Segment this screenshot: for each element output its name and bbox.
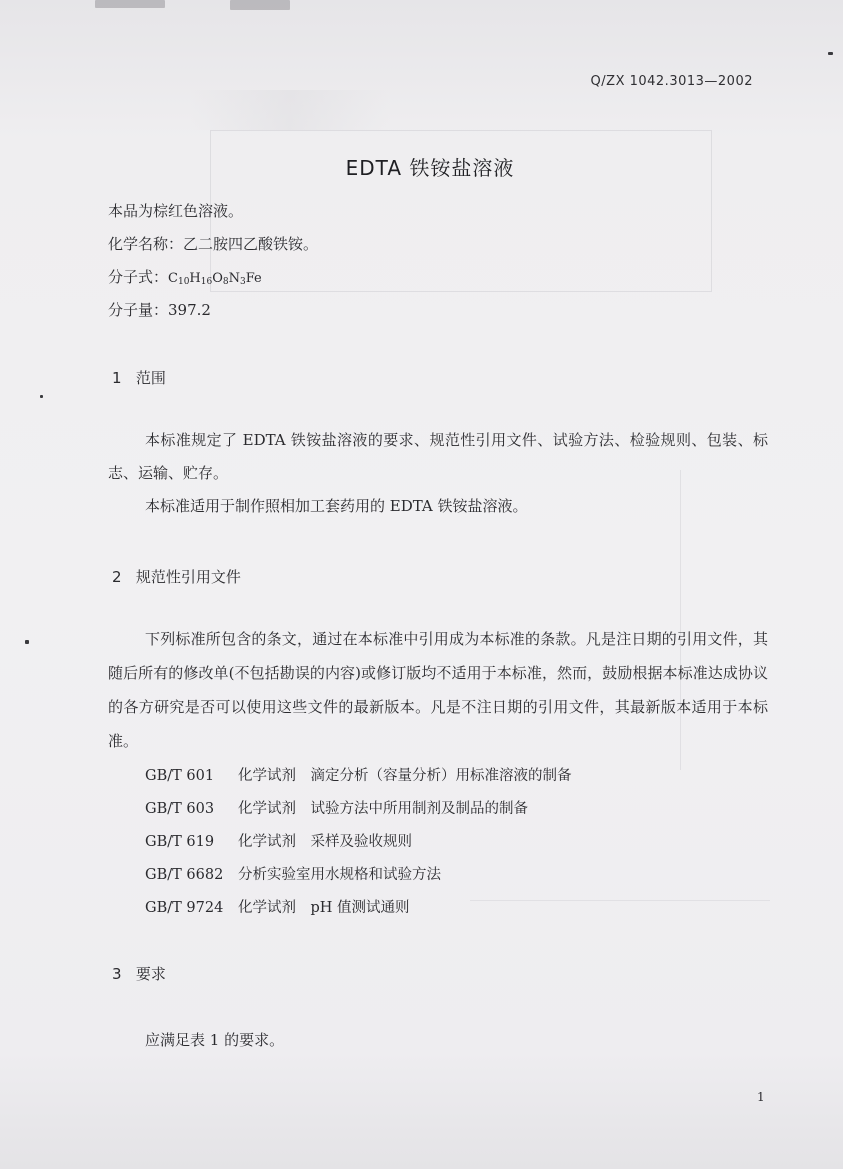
reference-title: 化学试剂 采样及验收规则 (238, 834, 412, 850)
section-3-paragraph-1: 应满足表 1 的要求。 (145, 1031, 285, 1049)
bleed-through-mark (190, 90, 390, 130)
scan-speck (230, 0, 290, 10)
scan-speck (40, 395, 43, 398)
reference-code: GB/T 603 (145, 801, 215, 817)
reference-code: GB/T 619 (145, 834, 215, 850)
reference-code: GB/T 601 (145, 768, 215, 784)
reference-title: 分析实验室用水规格和试验方法 (238, 867, 441, 883)
reference-item (145, 764, 572, 785)
scan-speck (25, 640, 29, 644)
section-heading-2: 2 规范性引用文件 (112, 568, 241, 586)
molecular-weight-value: 397.2 (168, 301, 211, 319)
chemical-name-line (108, 233, 318, 254)
chemical-name-label: 化学名称： (108, 235, 184, 253)
formula-value: $C_{10}H_{16}O_8N_3Fe$ (168, 271, 262, 287)
molecular-weight-label: 分子量： (108, 301, 169, 319)
description-line (108, 200, 243, 221)
section-heading-3: 3 要求 (112, 965, 166, 983)
scan-speck (95, 0, 165, 8)
section-1-paragraph-2: 本标准适用于制作照相加工套药用的 EDTA 铁铵盐溶液。 (145, 497, 528, 515)
section-1-paragraph-1: 本标准规定了 EDTA 铁铵盐溶液的要求、规范性引用文件、试验方法、检验规则、包装、标志、运输、贮存。 (108, 431, 768, 482)
reference-title: 化学试剂 pH 值测试通则 (238, 900, 410, 916)
reference-item (145, 830, 412, 851)
reference-title: 化学试剂 试验方法中所用制剂及制品的制备 (238, 801, 528, 817)
molecular-weight-line (108, 299, 211, 320)
standard-code: Q/ZX 1042.3013—2002 (590, 74, 753, 89)
reference-item (145, 896, 410, 917)
section-2-paragraph-1: 下列标准所包含的条文，通过在本标准中引用成为本标准的条款。凡是注日期的引用文件，其随后所有的修改单(不包括勘误的内容)或修订版均不适用于本标准，然而，鼓励根据本标准达成协议的各方研究是否可以使用这些文件的最新版本。凡是不注日期的引用文件，其最新版本适用于本标准。 (108, 630, 768, 750)
section-heading-1: 1 范围 (112, 369, 166, 387)
page-number: 1 (757, 1090, 765, 1104)
chemical-name-value: 乙二胺四乙酸铁铵。 (183, 235, 319, 253)
reference-item (145, 863, 441, 884)
reference-title: 化学试剂 滴定分析（容量分析）用标准溶液的制备 (238, 768, 572, 784)
description-text: 本品为棕红色溶液。 (108, 202, 244, 220)
formula-label: 分子式： (108, 268, 169, 286)
page-title: EDTA 铁铵盐溶液 (345, 156, 515, 180)
reference-code: GB/T 6682 (145, 867, 224, 883)
reference-item (145, 797, 528, 818)
reference-code: GB/T 9724 (145, 900, 224, 916)
formula-line (108, 266, 262, 287)
scan-speck (828, 52, 833, 55)
